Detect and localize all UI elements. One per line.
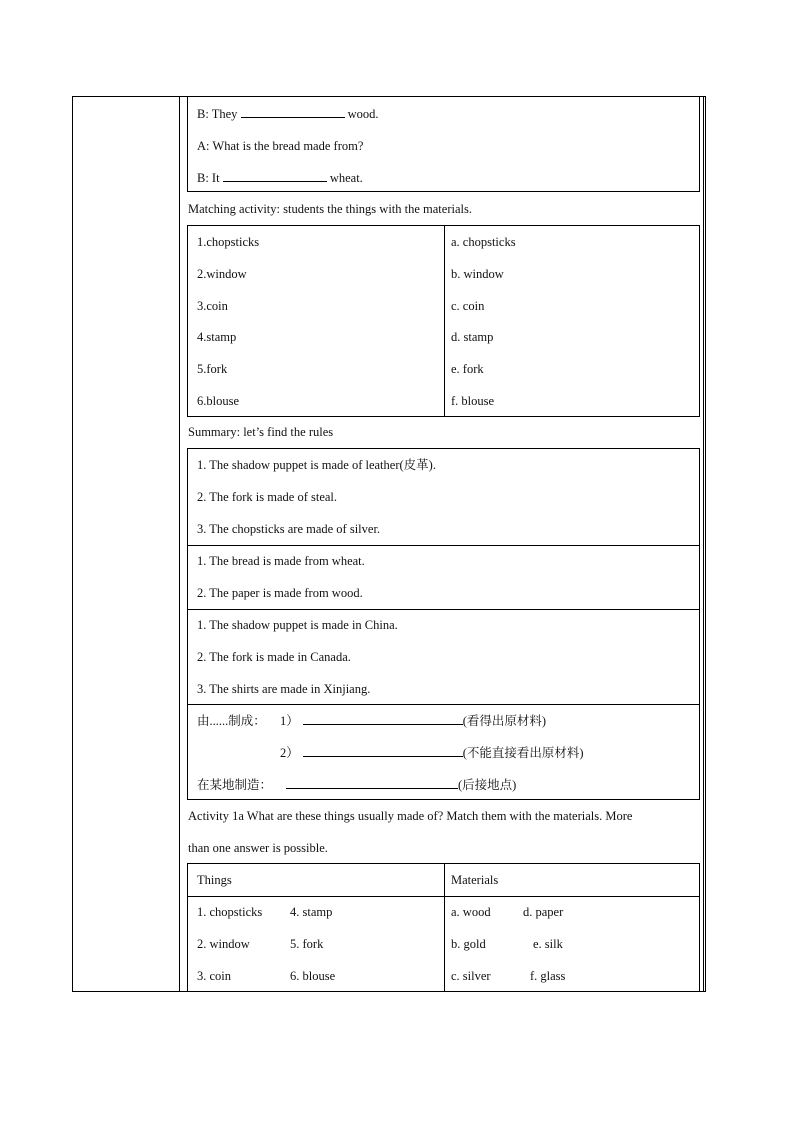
rule-row-1-blank: 1） (看得出原材料) — [280, 714, 547, 728]
fill-blank[interactable] — [241, 107, 345, 118]
dialogue-line-1: B: They wood. — [197, 107, 379, 121]
matching-left-item: 3.coin — [197, 299, 228, 313]
material-item: a. wood — [451, 905, 491, 919]
matching-right-item: b. window — [451, 267, 504, 281]
material-item: d. paper — [523, 905, 564, 919]
rule-row-2: 2） (不能直接看出原材料) — [280, 746, 584, 760]
material-item: c. silver — [451, 969, 491, 983]
summary-box — [187, 448, 700, 800]
thing-item: 5. fork — [290, 937, 324, 951]
fill-blank[interactable] — [223, 171, 327, 182]
activity-instructions-line-2: than one answer is possible. — [188, 841, 328, 855]
materials-header: Materials — [451, 873, 499, 887]
made-from-sentence: 2. The paper is made from wood. — [197, 586, 363, 600]
material-item: e. silk — [533, 937, 563, 951]
activity-box — [187, 863, 700, 992]
thing-item: 4. stamp — [290, 905, 333, 919]
things-header: Things — [197, 873, 232, 887]
made-from-sentence: 1. The bread is made from wheat. — [197, 554, 365, 568]
summary-divider — [188, 545, 699, 546]
made-of-sentence: 1. The shadow puppet is made of leather(皮革). — [197, 458, 436, 472]
summary-divider — [188, 609, 699, 610]
material-item: f. glass — [530, 969, 566, 983]
made-of-sentence: 3. The chopsticks are made of silver. — [197, 522, 381, 536]
rule-row-1: 由......制成： — [197, 714, 266, 728]
matching-right-item: f. blouse — [451, 394, 495, 408]
fill-blank[interactable] — [303, 714, 463, 725]
thing-item: 2. window — [197, 937, 250, 951]
dialogue-box — [187, 96, 700, 192]
matching-left-item: 6.blouse — [197, 394, 240, 408]
dialogue-line-3: B: It wheat. — [197, 171, 363, 185]
rule-row-3: 在某地制造： (后接地点) — [197, 778, 517, 792]
matching-left-item: 2.window — [197, 267, 247, 281]
activity-instructions-line-1: Activity 1a What are these things usually made of? Match them with the materials. More — [188, 809, 633, 823]
matching-divider — [444, 226, 445, 416]
fill-blank[interactable] — [303, 746, 463, 757]
matching-heading: Matching activity: students the things with the materials. — [188, 202, 472, 216]
thing-item: 6. blouse — [290, 969, 336, 983]
activity-header-divider — [188, 896, 699, 897]
fill-blank[interactable] — [286, 778, 458, 789]
matching-right-item: c. coin — [451, 299, 485, 313]
matching-left-item: 5.fork — [197, 362, 228, 376]
summary-heading: Summary: let’s find the rules — [188, 425, 334, 439]
matching-left-item: 4.stamp — [197, 330, 237, 344]
left-column-divider — [179, 97, 180, 991]
matching-right-item: d. stamp — [451, 330, 494, 344]
thing-item: 1. chopsticks — [197, 905, 263, 919]
matching-box — [187, 225, 700, 417]
made-in-sentence: 3. The shirts are made in Xinjiang. — [197, 682, 371, 696]
made-of-sentence: 2. The fork is made of steal. — [197, 490, 338, 504]
inner-right-border — [703, 97, 704, 991]
summary-divider — [188, 704, 699, 705]
matching-right-item: a. chopsticks — [451, 235, 516, 249]
material-item: b. gold — [451, 937, 486, 951]
dialogue-line-2: A: What is the bread made from? — [197, 139, 364, 153]
matching-right-item: e. fork — [451, 362, 484, 376]
activity-divider — [444, 864, 445, 991]
matching-left-item: 1.chopsticks — [197, 235, 260, 249]
made-in-sentence: 2. The fork is made in Canada. — [197, 650, 351, 664]
thing-item: 3. coin — [197, 969, 232, 983]
made-in-sentence: 1. The shadow puppet is made in China. — [197, 618, 398, 632]
